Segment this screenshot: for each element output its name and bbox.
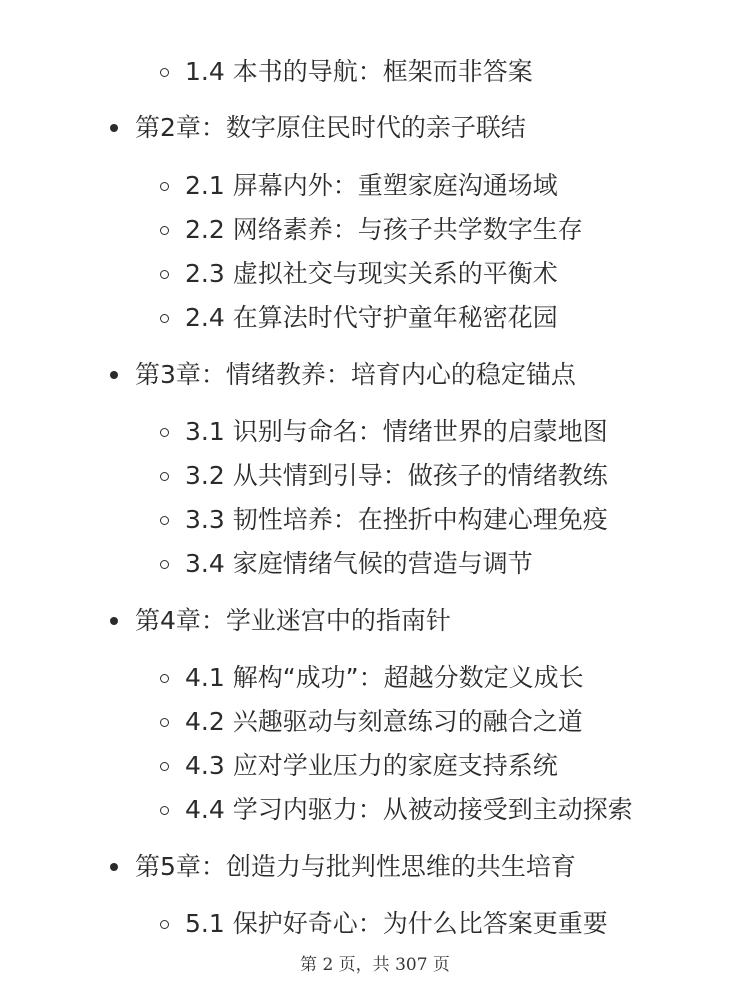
toc-section-item xyxy=(160,792,633,828)
circle-bullet-icon xyxy=(160,428,169,437)
toc-item-text: 3.1 识别与命名：情绪世界的启蒙地图 xyxy=(185,417,608,446)
toc-item-text: 3.3 韧性培养：在挫折中构建心理免疫 xyxy=(185,505,608,534)
circle-bullet-icon xyxy=(160,920,169,929)
toc-item-text: 第4章：学业迷宫中的指南针 xyxy=(135,606,451,635)
toc-section-item xyxy=(160,168,558,204)
toc-item-text: 2.4 在算法时代守护童年秘密花园 xyxy=(185,303,558,332)
disc-bullet-icon xyxy=(110,617,118,625)
toc-item-text: 4.3 应对学业压力的家庭支持系统 xyxy=(185,751,558,780)
toc-item-text: 2.2 网络素养：与孩子共学数字生存 xyxy=(185,215,583,244)
toc-item-text: 第2章：数字原住民时代的亲子联结 xyxy=(135,113,526,142)
toc-chapter-item xyxy=(110,849,576,885)
toc-item-text: 第3章：情绪教养：培育内心的稳定锚点 xyxy=(135,360,576,389)
toc-item-text: 5.1 保护好奇心：为什么比答案更重要 xyxy=(185,909,608,938)
toc-section-item xyxy=(160,212,583,248)
toc-section-item xyxy=(160,748,558,784)
page-number-footer: 第 2 页，共 307 页 xyxy=(300,955,450,975)
toc-section-item xyxy=(160,502,608,538)
toc-section-item xyxy=(160,300,558,336)
toc-section-item xyxy=(160,660,584,696)
circle-bullet-icon xyxy=(160,718,169,727)
toc-section-item xyxy=(160,704,583,740)
toc-section-item xyxy=(160,906,608,942)
disc-bullet-icon xyxy=(110,371,118,379)
disc-bullet-icon xyxy=(110,863,118,871)
toc-chapter-item xyxy=(110,603,451,639)
circle-bullet-icon xyxy=(160,762,169,771)
toc-section-item xyxy=(160,458,608,494)
circle-bullet-icon xyxy=(160,314,169,323)
toc-item-text: 1.4 本书的导航：框架而非答案 xyxy=(185,57,533,86)
toc-item-text: 第5章：创造力与批判性思维的共生培育 xyxy=(135,852,576,881)
toc-section-item xyxy=(160,546,533,582)
circle-bullet-icon xyxy=(160,270,169,279)
toc-chapter-item xyxy=(110,110,526,146)
toc-section-item xyxy=(160,414,608,450)
toc-item-text: 4.2 兴趣驱动与刻意练习的融合之道 xyxy=(185,707,583,736)
circle-bullet-icon xyxy=(160,806,169,815)
toc-section-item xyxy=(160,256,558,292)
toc-item-text: 3.2 从共情到引导：做孩子的情绪教练 xyxy=(185,461,608,490)
circle-bullet-icon xyxy=(160,516,169,525)
toc-section-item xyxy=(160,54,533,90)
circle-bullet-icon xyxy=(160,182,169,191)
toc-item-text: 2.1 屏幕内外：重塑家庭沟通场域 xyxy=(185,171,558,200)
toc-item-text: 4.4 学习内驱力：从被动接受到主动探索 xyxy=(185,795,633,824)
circle-bullet-icon xyxy=(160,560,169,569)
toc-chapter-item xyxy=(110,357,576,393)
toc-item-text: 3.4 家庭情绪气候的营造与调节 xyxy=(185,549,533,578)
circle-bullet-icon xyxy=(160,674,169,683)
circle-bullet-icon xyxy=(160,472,169,481)
toc-item-text: 4.1 解构“成功”：超越分数定义成长 xyxy=(185,663,584,692)
toc-item-text: 2.3 虚拟社交与现实关系的平衡术 xyxy=(185,259,558,288)
disc-bullet-icon xyxy=(110,124,118,132)
circle-bullet-icon xyxy=(160,226,169,235)
circle-bullet-icon xyxy=(160,68,169,77)
